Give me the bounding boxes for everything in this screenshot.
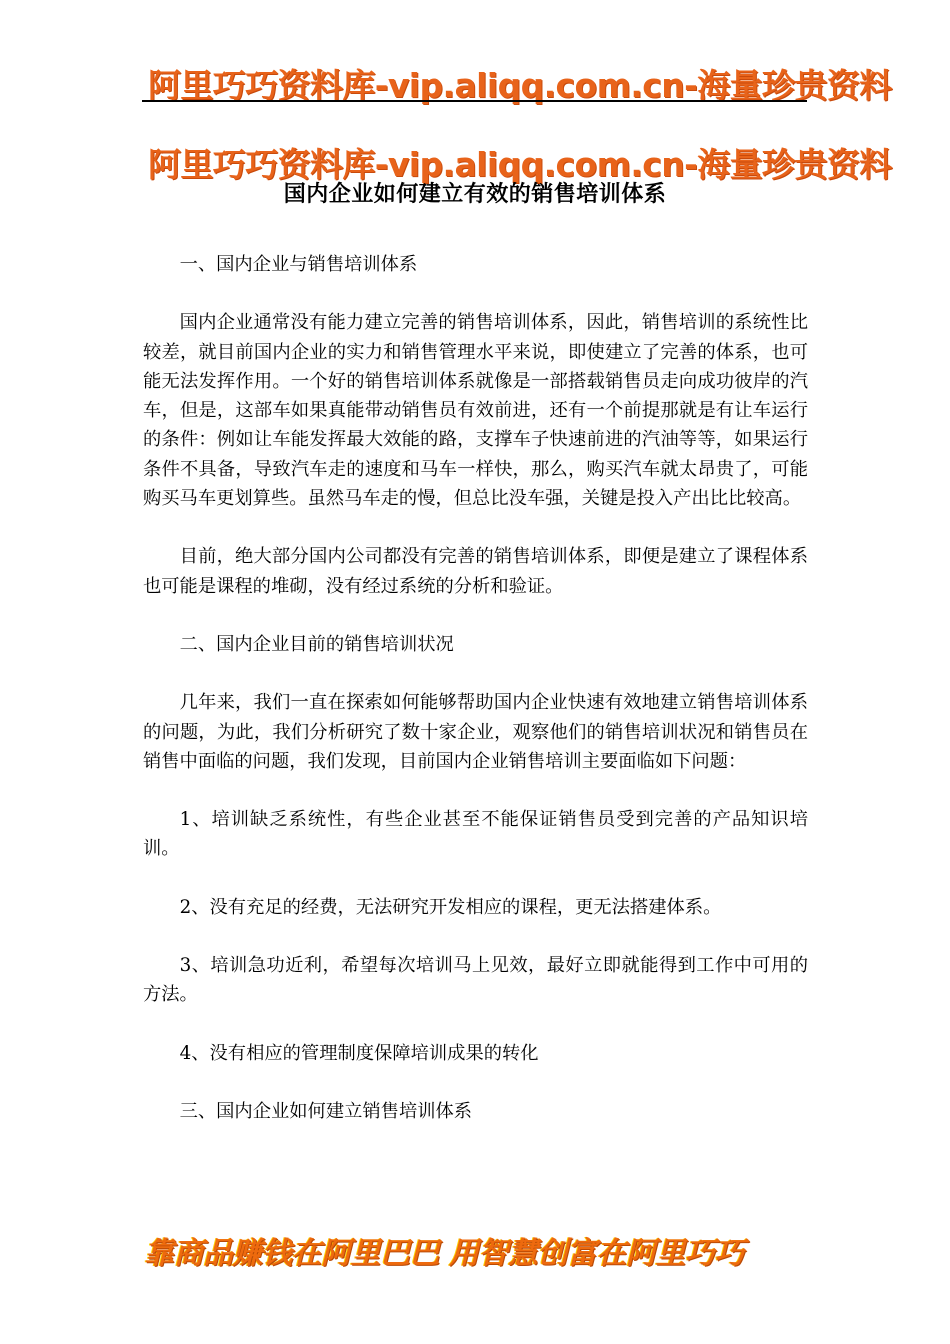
header-banner-repeat: 阿里巧巧资料库-vip.aliqq.com.cn-海量珍贵资料 bbox=[148, 145, 892, 184]
list-item: 4、没有相应的管理制度保障培训成果的转化 bbox=[179, 1042, 539, 1064]
footer-slogan-banner: 靠商品赚钱在阿里巴巴 用智慧创富在阿里巧巧 bbox=[144, 1236, 744, 1271]
section-heading-1: 一、国内企业与销售培训体系 bbox=[179, 254, 418, 275]
header-banner: 阿里巧巧资料库-vip.aliqq.com.cn-海量珍贵资料 bbox=[148, 66, 892, 105]
list-item: 2、没有充足的经费，无法研究开发相应的课程，更无法搭建体系。 bbox=[179, 896, 722, 918]
section-heading-2: 二、国内企业目前的销售培训状况 bbox=[179, 633, 454, 655]
list-item: 3、培训急功近利，希望每次培训马上见效，最好立即就能得到工作中可用的方法。 bbox=[143, 955, 808, 1006]
body-paragraph: 目前，绝大部分国内公司都没有完善的销售培训体系，即便是建立了课程体系也可能是课程的堆砌，没有经过系统的分析和验证。 bbox=[143, 546, 808, 597]
header-divider bbox=[142, 100, 807, 102]
document-title: 国内企业如何建立有效的销售培训体系 bbox=[283, 182, 667, 207]
body-paragraph: 国内企业通常没有能力建立完善的销售培训体系，因此，销售培训的系统性比较差，就目前国内企业的实力和销售管理水平来说，即使建立了完善的体系，也可能无法发挥作用。一个好的销售培训体系就像是一部搭载销售员走向成功彼岸的汽车，但是，这部车如果真能带动销售员有效前进，还有一个前提那就是有让车运行的条件：例如让车能发挥最大效能的路，支撑车子快速前进的汽油等等，如果运行条件不具备，导致汽车走的速度和马车一样快，那么，购买汽车就太昂贵了，可能购买马车更划算些。虽然马车走的慢，但总比没车强，关键是投入产出比比较高。 bbox=[143, 312, 808, 510]
document-body bbox=[143, 250, 808, 1155]
list-item: 1、培训缺乏系统性，有些企业甚至不能保证销售员受到完善的产品知识培训。 bbox=[143, 809, 808, 860]
body-paragraph: 几年来，我们一直在探索如何能够帮助国内企业快速有效地建立销售培训体系的问题，为此，我们分析研究了数十家企业，观察他们的销售培训状况和销售员在销售中面临的问题，我们发现，目前国内企业销售培训主要面临如下问题： bbox=[143, 692, 808, 772]
section-heading-3: 三、国内企业如何建立销售培训体系 bbox=[179, 1100, 473, 1122]
